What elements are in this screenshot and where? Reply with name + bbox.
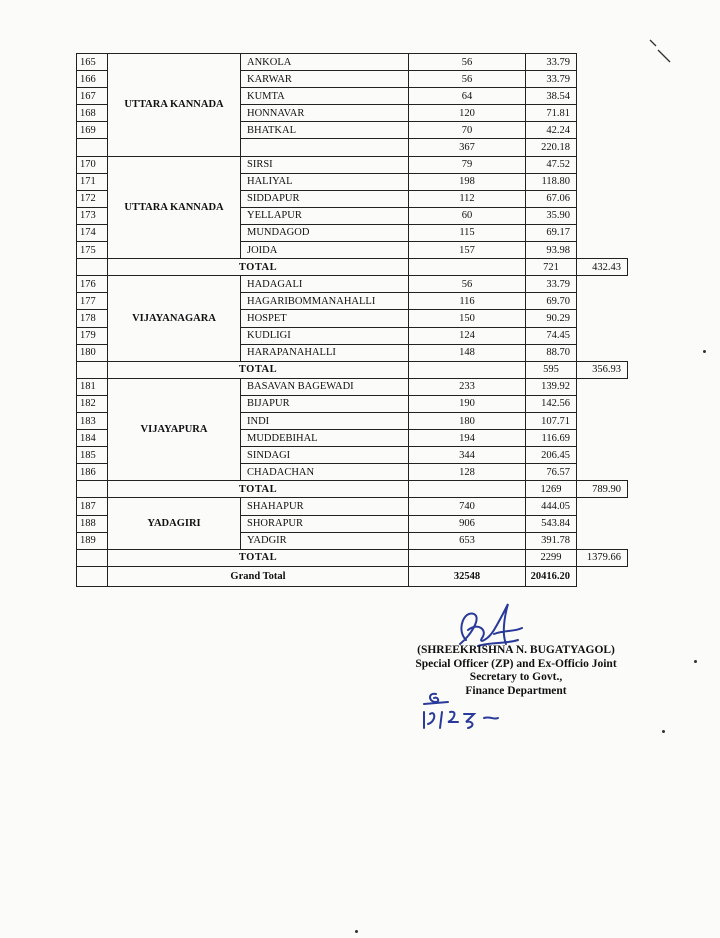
serial-cell: 178 <box>77 310 108 327</box>
amount-cell: 69.17 <box>526 224 577 241</box>
serial-cell <box>77 566 108 586</box>
district-cell: YADAGIRI <box>108 498 241 549</box>
corner-scribble <box>648 38 674 66</box>
speck <box>703 350 706 353</box>
taluk-cell: KUMTA <box>241 88 409 105</box>
speck <box>662 730 665 733</box>
count-cell: 344 <box>409 447 526 464</box>
count-cell: 595 <box>526 361 577 378</box>
taluk-cell <box>409 259 526 276</box>
serial-cell: 184 <box>77 430 108 447</box>
serial-cell: 186 <box>77 464 108 481</box>
table-row <box>77 156 628 173</box>
serial-cell <box>77 361 108 378</box>
serial-cell: 185 <box>77 447 108 464</box>
amount-cell: 444.05 <box>526 498 577 515</box>
amount-cell: 543.84 <box>526 515 577 532</box>
taluk-cell: INDI <box>241 412 409 429</box>
amount-cell: 93.98 <box>526 242 577 259</box>
grand-total-count: 32548 <box>409 566 526 586</box>
serial-cell <box>77 139 108 156</box>
amount-cell: 789.90 <box>577 481 628 498</box>
serial-cell <box>77 549 108 566</box>
serial-cell: 167 <box>77 88 108 105</box>
count-cell: 120 <box>409 105 526 122</box>
taluk-cell: HAGARIBOMMANAHALLI <box>241 293 409 310</box>
district-cell: UTTARA KANNADA <box>108 54 241 157</box>
count-cell: 653 <box>409 532 526 549</box>
table-row <box>77 54 628 71</box>
serial-cell: 189 <box>77 532 108 549</box>
speck <box>355 930 358 933</box>
amount-cell: 391.78 <box>526 532 577 549</box>
taluk-cell <box>409 361 526 378</box>
signatory-secretary: Secretary to Govt., <box>469 671 563 683</box>
taluk-cell: ANKOLA <box>241 54 409 71</box>
count-cell: 116 <box>409 293 526 310</box>
allocation-table-body <box>77 54 628 587</box>
serial-cell: 181 <box>77 378 108 395</box>
serial-cell <box>77 481 108 498</box>
total-label: TOTAL <box>108 481 409 498</box>
serial-cell: 170 <box>77 156 108 173</box>
amount-cell: 76.57 <box>526 464 577 481</box>
amount-cell: 88.70 <box>526 344 577 361</box>
count-cell: 124 <box>409 327 526 344</box>
taluk-cell: MUDDEBIHAL <box>241 430 409 447</box>
taluk-cell: JOIDA <box>241 242 409 259</box>
allocation-table <box>76 53 628 587</box>
serial-cell: 188 <box>77 515 108 532</box>
taluk-cell: SIRSI <box>241 156 409 173</box>
count-cell: 194 <box>409 430 526 447</box>
count-cell: 115 <box>409 224 526 241</box>
amount-cell: 69.70 <box>526 293 577 310</box>
amount-cell: 206.45 <box>526 447 577 464</box>
amount-cell: 38.54 <box>526 88 577 105</box>
amount-cell: 107.71 <box>526 412 577 429</box>
amount-cell: 33.79 <box>526 276 577 293</box>
taluk-cell: HARAPANAHALLI <box>241 344 409 361</box>
grand-total-row <box>77 566 628 586</box>
count-cell: 367 <box>409 139 526 156</box>
serial-cell: 183 <box>77 412 108 429</box>
signatory-designation: Special Officer (ZP) and Ex-Officio Joint <box>415 657 617 670</box>
taluk-cell: SIDDAPUR <box>241 190 409 207</box>
taluk-cell: BHATKAL <box>241 122 409 139</box>
count-cell: 157 <box>409 242 526 259</box>
taluk-cell: YADGIR <box>241 532 409 549</box>
count-cell: 150 <box>409 310 526 327</box>
taluk-cell: MUNDAGOD <box>241 224 409 241</box>
count-cell: 2299 <box>526 549 577 566</box>
taluk-cell: HONNAVAR <box>241 105 409 122</box>
speck <box>694 660 697 663</box>
taluk-cell: HADAGALI <box>241 276 409 293</box>
count-cell: 56 <box>409 71 526 88</box>
serial-cell: 169 <box>77 122 108 139</box>
amount-cell: 47.52 <box>526 156 577 173</box>
serial-cell: 179 <box>77 327 108 344</box>
grand-total-amount: 20416.20 <box>526 566 577 586</box>
amount-cell: 33.79 <box>526 54 577 71</box>
serial-cell: 187 <box>77 498 108 515</box>
count-cell: 56 <box>409 54 526 71</box>
amount-cell: 35.90 <box>526 207 577 224</box>
total-row <box>77 259 628 276</box>
taluk-cell: BASAVAN BAGEWADI <box>241 378 409 395</box>
total-label: TOTAL <box>108 549 409 566</box>
count-cell: 1269 <box>526 481 577 498</box>
amount-cell: 356.93 <box>577 361 628 378</box>
count-cell: 198 <box>409 173 526 190</box>
count-cell: 79 <box>409 156 526 173</box>
serial-cell: 165 <box>77 54 108 71</box>
grand-total-label: Grand Total <box>108 566 409 586</box>
amount-cell: 220.18 <box>526 139 577 156</box>
count-cell: 128 <box>409 464 526 481</box>
count-cell: 721 <box>526 259 577 276</box>
serial-cell: 180 <box>77 344 108 361</box>
taluk-cell: SHAHAPUR <box>241 498 409 515</box>
serial-cell <box>77 259 108 276</box>
signatory-name: (SHREEKRISHNA N. BUGATYAGOL) <box>417 644 615 656</box>
amount-cell: 90.29 <box>526 310 577 327</box>
count-cell: 906 <box>409 515 526 532</box>
total-row <box>77 549 628 566</box>
taluk-cell: KARWAR <box>241 71 409 88</box>
serial-cell: 175 <box>77 242 108 259</box>
count-cell: 56 <box>409 276 526 293</box>
serial-cell: 182 <box>77 395 108 412</box>
amount-cell: 42.24 <box>526 122 577 139</box>
taluk-cell <box>409 481 526 498</box>
table-row <box>77 498 628 515</box>
count-cell: 233 <box>409 378 526 395</box>
amount-cell: 118.80 <box>526 173 577 190</box>
taluk-cell: SHORAPUR <box>241 515 409 532</box>
serial-cell: 177 <box>77 293 108 310</box>
taluk-cell: HALIYAL <box>241 173 409 190</box>
taluk-cell <box>241 139 409 156</box>
total-row <box>77 361 628 378</box>
amount-cell: 67.06 <box>526 190 577 207</box>
count-cell: 180 <box>409 412 526 429</box>
amount-cell: 74.45 <box>526 327 577 344</box>
taluk-cell: CHADACHAN <box>241 464 409 481</box>
amount-cell: 71.81 <box>526 105 577 122</box>
signatory-department: Finance Department <box>465 684 567 697</box>
count-cell: 148 <box>409 344 526 361</box>
amount-cell: 116.69 <box>526 430 577 447</box>
taluk-cell: BIJAPUR <box>241 395 409 412</box>
taluk-cell: HOSPET <box>241 310 409 327</box>
taluk-cell: YELLAPUR <box>241 207 409 224</box>
count-cell: 112 <box>409 190 526 207</box>
serial-cell: 174 <box>77 224 108 241</box>
taluk-cell: SINDAGI <box>241 447 409 464</box>
serial-cell: 176 <box>77 276 108 293</box>
count-cell: 740 <box>409 498 526 515</box>
date-initial-icon <box>414 688 504 734</box>
serial-cell: 168 <box>77 105 108 122</box>
taluk-cell <box>409 549 526 566</box>
amount-cell: 139.92 <box>526 378 577 395</box>
total-label: TOTAL <box>108 259 409 276</box>
count-cell: 190 <box>409 395 526 412</box>
count-cell: 60 <box>409 207 526 224</box>
district-cell: VIJAYAPURA <box>108 378 241 481</box>
count-cell: 64 <box>409 88 526 105</box>
serial-cell: 173 <box>77 207 108 224</box>
district-cell: UTTARA KANNADA <box>108 156 241 259</box>
amount-cell: 33.79 <box>526 71 577 88</box>
total-row <box>77 481 628 498</box>
serial-cell: 166 <box>77 71 108 88</box>
serial-cell: 171 <box>77 173 108 190</box>
taluk-cell: KUDLIGI <box>241 327 409 344</box>
serial-cell: 172 <box>77 190 108 207</box>
count-cell: 70 <box>409 122 526 139</box>
amount-cell: 1379.66 <box>577 549 628 566</box>
amount-cell: 142.56 <box>526 395 577 412</box>
total-label: TOTAL <box>108 361 409 378</box>
table-row <box>77 276 628 293</box>
table-row <box>77 378 628 395</box>
district-cell: VIJAYANAGARA <box>108 276 241 361</box>
amount-cell: 432.43 <box>577 259 628 276</box>
